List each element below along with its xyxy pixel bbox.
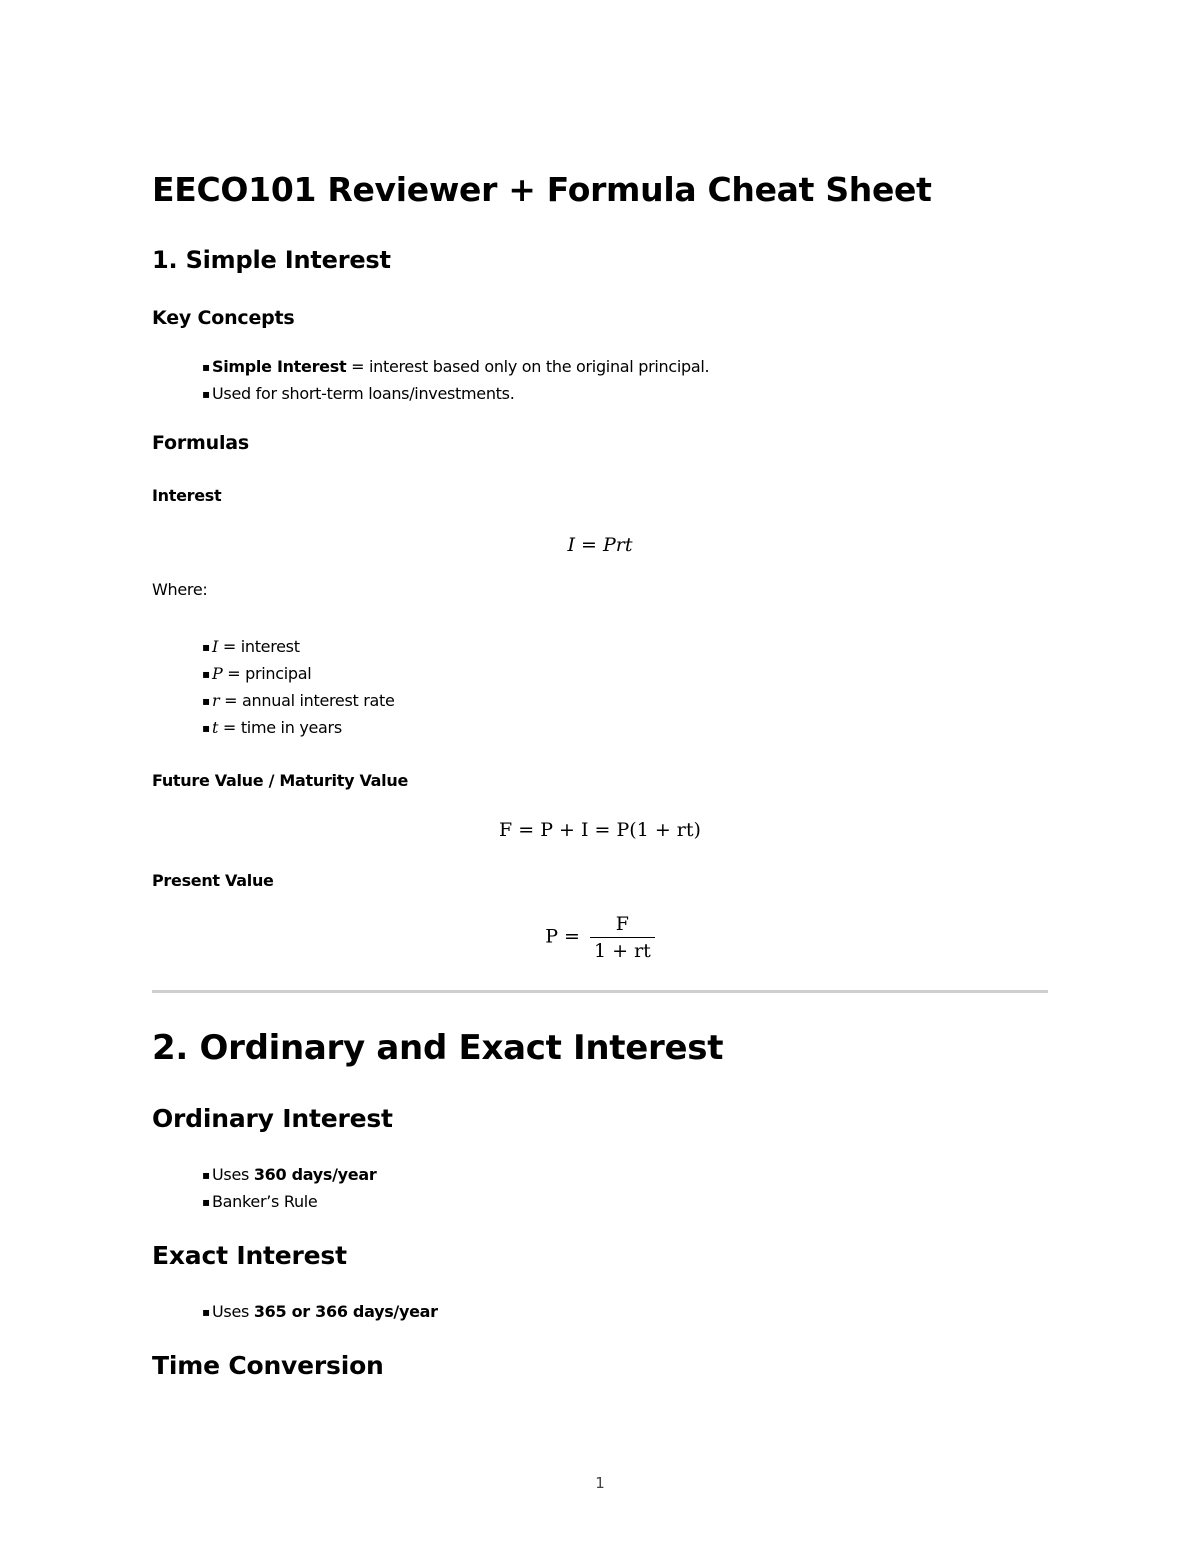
list-item (202, 718, 342, 737)
present-value-equation (0, 913, 1200, 962)
list-item-text: Uses (212, 1165, 254, 1184)
document-title: EECO101 Reviewer + Formula Cheat Sheet (152, 170, 932, 209)
bullet-icon: ▪ (202, 1195, 210, 1209)
formulas-heading: Formulas (152, 432, 249, 454)
list-item (202, 664, 311, 683)
time-conversion-heading: Time Conversion (152, 1351, 384, 1380)
bullet-icon: ▪ (202, 1305, 210, 1319)
future-value-label: Future Value / Maturity Value (152, 771, 409, 790)
bullet-icon: ▪ (202, 640, 210, 654)
bullet-icon: ▪ (202, 694, 210, 708)
equation-equals: = (575, 534, 603, 556)
bold-term: Simple Interest (212, 357, 347, 376)
page-number: 1 (595, 1474, 605, 1492)
bullet-icon: ▪ (202, 667, 210, 681)
equation-lhs: I (567, 534, 575, 556)
variable-description: = time in years (218, 718, 342, 737)
equation-lhs: P = (545, 925, 586, 948)
bold-term: 360 days/year (253, 1165, 377, 1184)
fraction (590, 913, 655, 962)
interest-equation (0, 534, 1200, 556)
bullet-icon: ▪ (202, 387, 210, 401)
list-item (202, 384, 514, 403)
bullet-icon: ▪ (202, 1168, 210, 1182)
list-item (202, 691, 395, 710)
list-item (202, 1165, 376, 1184)
where-label: Where: (152, 580, 208, 599)
section-heading-ordinary-exact: 2. Ordinary and Exact Interest (152, 1028, 724, 1068)
variable-symbol: I (212, 637, 219, 656)
section-heading-simple-interest: 1. Simple Interest (152, 246, 391, 274)
key-concepts-heading: Key Concepts (152, 307, 295, 329)
variable-description: = principal (222, 664, 312, 683)
exact-interest-heading: Exact Interest (152, 1241, 347, 1270)
variable-symbol: P (212, 664, 223, 683)
list-item-text: Uses (212, 1302, 254, 1321)
list-item-text: = interest based only on the original principal. (346, 357, 710, 376)
variable-description: = interest (218, 637, 300, 656)
list-item (202, 357, 709, 376)
fraction-denominator: 1 + rt (593, 940, 651, 962)
list-item (202, 1302, 438, 1321)
list-item (202, 1192, 317, 1211)
interest-label: Interest (152, 486, 222, 505)
fraction-numerator: F (590, 913, 655, 938)
variable-symbol: t (212, 718, 219, 737)
bullet-icon: ▪ (202, 721, 210, 735)
list-item-text: Banker’s Rule (212, 1192, 318, 1211)
list-item (202, 637, 300, 656)
ordinary-interest-heading: Ordinary Interest (152, 1104, 393, 1133)
section-divider (152, 990, 1048, 993)
list-item-text: Used for short-term loans/investments. (212, 384, 515, 403)
bold-term: 365 or 366 days/year (253, 1302, 438, 1321)
equation-rhs: Prt (603, 534, 633, 556)
variable-symbol: r (212, 691, 220, 710)
variable-description: = annual interest rate (219, 691, 395, 710)
bullet-icon: ▪ (202, 360, 210, 374)
future-value-equation: F = P + I = P(1 + rt) (499, 819, 701, 841)
present-value-label: Present Value (152, 871, 274, 890)
